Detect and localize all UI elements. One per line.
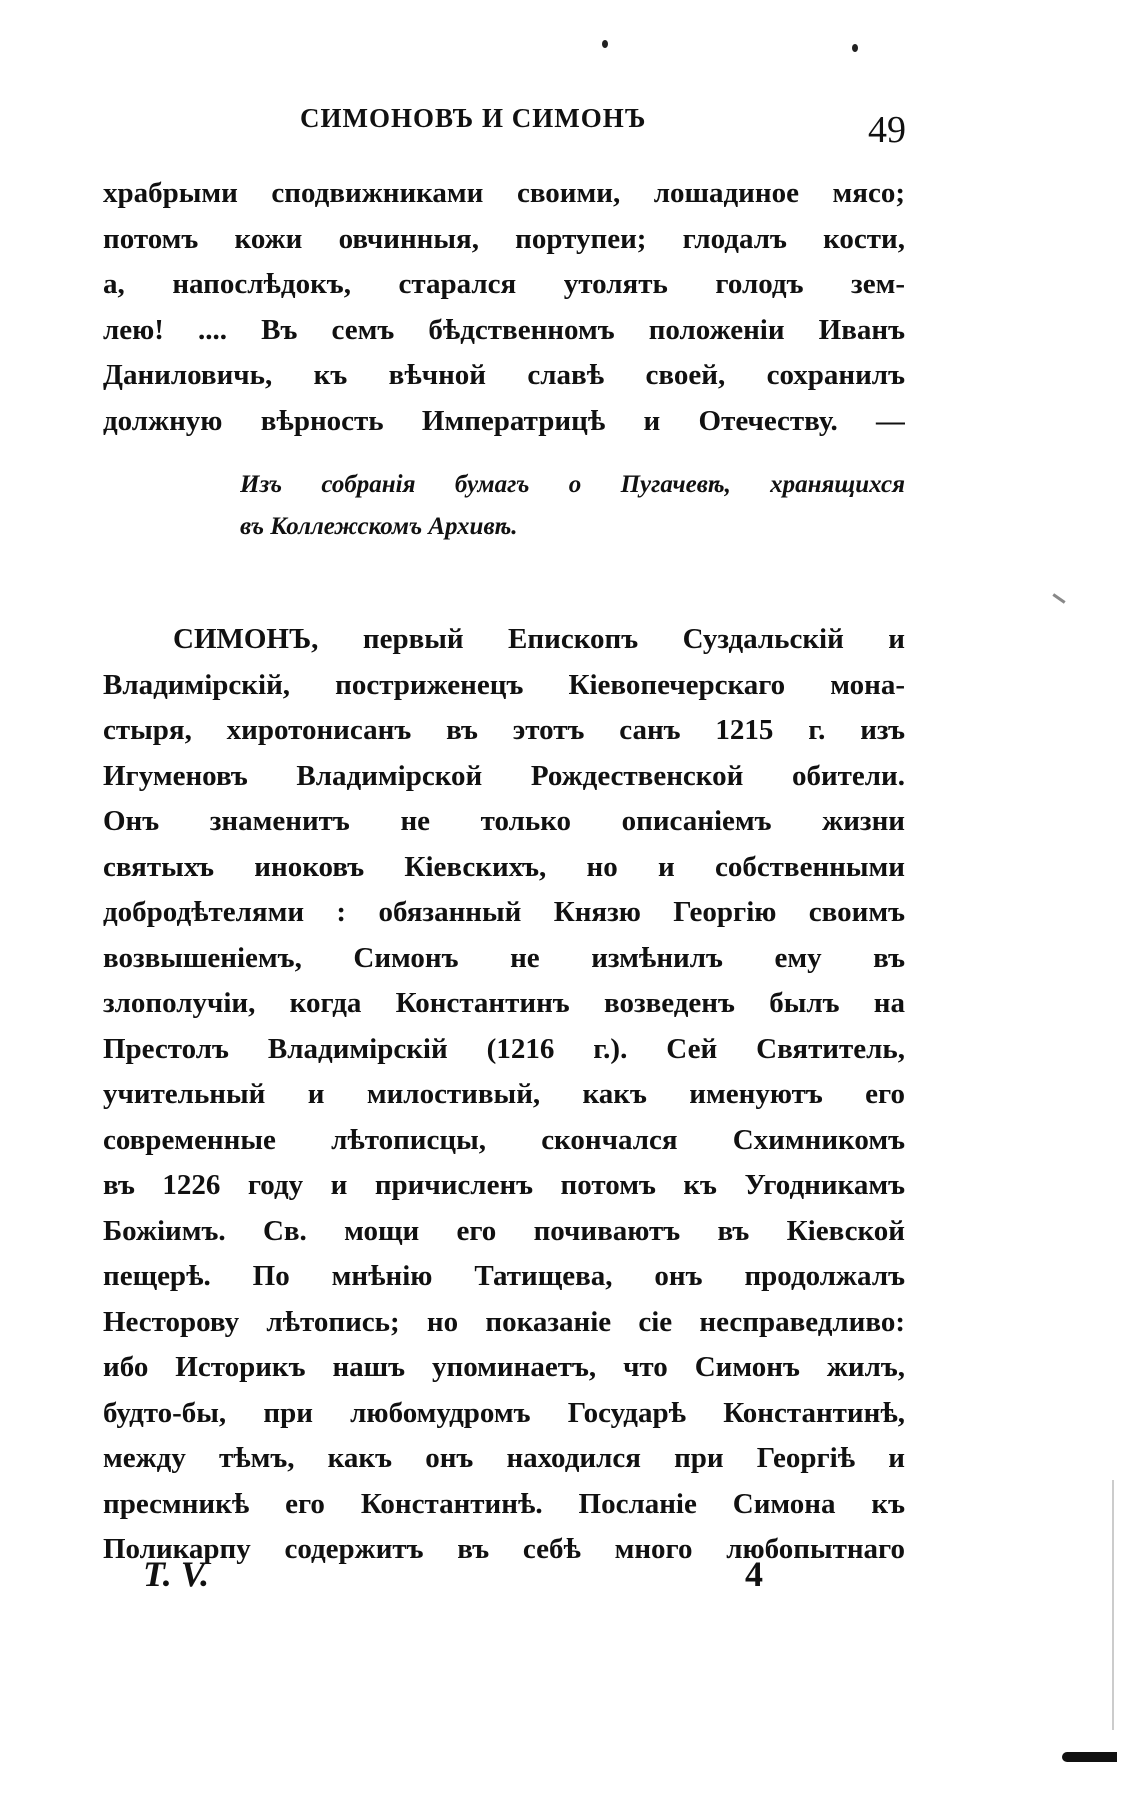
text-line: Несторову лѣтопись; но показаніе сіе несправедливо: <box>103 1305 905 1338</box>
text-line: СИМОНЪ, первый Епископъ Суздальскій и <box>173 623 905 655</box>
print-speck <box>852 44 858 52</box>
text-line: Престолъ Владимірскій (1216 г.). Сей Святитель, <box>103 1032 905 1065</box>
text-line: стыря, хиротонисанъ въ этотъ санъ 1215 г. изъ <box>103 714 905 746</box>
text-line: добродѣтелями : обязанный Князю Георгію своимъ <box>103 896 905 928</box>
text-line: Владимірскій, постриженецъ Кіевопечерскаго мона- <box>103 668 905 701</box>
volume-signature: Т. V. <box>143 1554 210 1594</box>
text-line: святыхъ иноковъ Кіевскихъ, но и собственными <box>103 850 905 883</box>
source-line: Изъ собранія бумагъ о Пугачевѣ, хранящихся <box>240 471 905 498</box>
text-line: Поликарпу содержитъ въ себѣ много любопытнаго <box>103 1533 905 1565</box>
running-title: СИМОНОВЪ И СИМОНЪ <box>300 103 647 133</box>
text-line: а, напослѣдокъ, старался утолять голодъ зем- <box>103 268 905 300</box>
sheet-number: 4 <box>745 1554 763 1594</box>
text-line: пресмникѣ его Константинѣ. Посланіе Симона къ <box>103 1487 905 1520</box>
text-line: потомъ кожи овчинныя, портупеи; глодалъ кости, <box>103 222 905 255</box>
page-edge-shadow <box>1112 1480 1114 1730</box>
text-line: храбрыми сподвижниками своими, лошадиное мясо; <box>103 177 905 209</box>
paragraph-continued <box>103 171 905 444</box>
text-line: пещерѣ. По мнѣнію Татищева, онъ продолжалъ <box>103 1260 905 1292</box>
page-number: 49 <box>868 109 906 151</box>
print-mark <box>1052 593 1065 603</box>
text-line: злополучіи, когда Константинъ возведенъ былъ на <box>103 987 905 1019</box>
text-line: Игуменовъ Владимірской Рождественской обители. <box>103 759 905 792</box>
text-line: Онъ знаменитъ не только описаніемъ жизни <box>103 805 905 837</box>
text-line: Божіимъ. Св. мощи его почиваютъ въ Кіевской <box>103 1214 905 1247</box>
text-line: между тѣмъ, какъ онъ находился при Георгіѣ и <box>103 1442 905 1474</box>
text-line: должную вѣрность Императрицѣ и Отечеству. — <box>103 404 905 437</box>
text-line: лею! .... Въ семъ бѣдственномъ положеніи Иванъ <box>103 313 905 346</box>
text-line: современные лѣтописцы, скончался Схимникомъ <box>103 1123 905 1156</box>
text-line: Даниловичь, къ вѣчной славѣ своей, сохранилъ <box>103 359 905 391</box>
entry-simon <box>103 617 905 1573</box>
print-speck <box>602 40 608 48</box>
text-line: будто-бы, при любомудромъ Государѣ Константинѣ, <box>103 1396 905 1429</box>
text-line: учительный и милостивый, какъ именуютъ его <box>103 1078 905 1110</box>
page-corner-mark <box>1062 1752 1117 1762</box>
text-line: возвышеніемъ, Симонъ не измѣнилъ ему въ <box>103 941 905 974</box>
text-line: въ 1226 году и причисленъ потомъ къ Угодникамъ <box>103 1169 905 1201</box>
source-line: въ Коллежскомъ Архивѣ. <box>240 513 518 540</box>
text-line: ибо Историкъ нашъ упоминаетъ, что Симонъ жилъ, <box>103 1351 905 1383</box>
source-note <box>240 464 905 548</box>
